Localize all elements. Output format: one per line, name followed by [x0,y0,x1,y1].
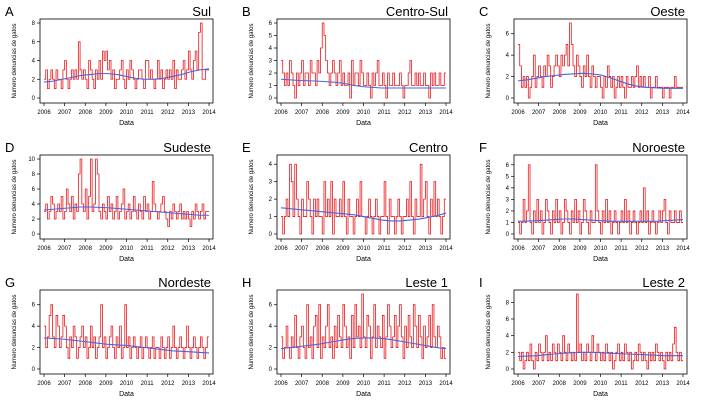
x-tick-label: 2006 [511,246,525,252]
y-tick-label: 5 [268,33,272,40]
x-tick-label: 2009 [336,246,350,252]
panel-f [479,140,690,263]
x-axis-label: Data [356,391,371,398]
x-tick-label: 2012 [635,110,649,116]
panel-letter: B [242,4,251,19]
x-tick-label: 2008 [315,110,329,116]
x-tick-label: 2008 [552,381,566,387]
y-tick-label: 10 [28,157,35,163]
y-tick-label: 0 [268,96,272,102]
y-tick-label: 2 [505,350,509,357]
y-tick-label: 6 [31,302,35,309]
y-axis-label: Numero denuncias de gatos [12,23,18,99]
x-tick-label: 2012 [398,246,412,252]
y-tick-label: 0 [268,367,272,373]
y-axis-label: Numero denuncias de gatos [486,23,492,99]
y-tick-label: 8 [31,21,35,27]
x-axis-label: Data [593,120,608,127]
y-tick-label: 3 [268,179,272,186]
x-axis-label: Data [119,120,134,127]
x-tick-label: 2010 [593,246,608,252]
x-tick-label: 2013 [181,110,196,116]
y-tick-label: 3 [268,58,272,65]
x-tick-label: 2007 [294,110,309,116]
x-tick-label: 2014 [202,110,216,116]
x-tick-label: 2010 [356,246,371,252]
x-tick-label: 2009 [99,246,113,252]
x-tick-label: 2013 [418,246,433,252]
trend-line [281,208,446,221]
panel-letter: E [242,140,251,155]
y-axis-label: Numero denuncias de gatos [12,159,18,235]
y-tick-label: 6 [31,39,35,46]
panel-c [479,4,690,127]
panel-title: Centro [408,140,448,155]
y-tick-label: 1 [505,220,509,227]
y-tick-label: 0 [31,232,35,238]
y-tick-label: 8 [505,300,509,307]
x-tick-label: 2010 [356,381,371,387]
x-tick-label: 2008 [78,110,92,116]
trend-line [518,219,683,221]
x-tick-label: 2014 [676,381,690,387]
x-tick-label: 2012 [398,381,412,387]
y-tick-label: 0 [505,367,509,373]
panel-title: Sudeste [163,140,211,155]
x-tick-label: 2012 [635,381,649,387]
panel-title: Leste 2 [642,275,685,290]
count-series-line [518,165,683,234]
plot-frame [514,19,687,103]
count-series-line [518,23,683,98]
panel-letter: I [479,275,483,290]
x-tick-label: 2011 [140,381,154,387]
x-tick-label: 2007 [531,246,546,252]
x-tick-label: 2011 [614,110,628,116]
y-tick-label: 8 [31,172,35,178]
count-series-line [518,294,683,369]
plot-frame [514,290,687,374]
x-tick-label: 2013 [418,381,433,387]
y-tick-label: 4 [31,58,35,65]
x-tick-label: 2011 [614,381,628,387]
count-series-line [281,164,446,234]
x-tick-label: 2006 [37,110,51,116]
y-tick-label: 4 [268,46,272,52]
x-tick-label: 2013 [181,246,196,252]
x-tick-label: 2011 [140,110,154,116]
count-series-line [44,305,209,359]
y-tick-label: 4 [505,185,509,192]
x-tick-label: 2014 [439,381,453,387]
x-tick-label: 2009 [573,381,587,387]
y-tick-label: 2 [31,217,35,223]
panel-title: Nordeste [158,275,211,290]
x-tick-label: 2010 [119,381,134,387]
x-tick-label: 2013 [655,246,670,252]
x-axis-label: Data [593,256,608,263]
x-axis-label: Data [593,391,608,398]
x-tick-label: 2011 [377,246,391,252]
x-tick-label: 2007 [531,381,546,387]
y-tick-label: 4 [505,333,509,340]
y-axis-label: Numero denuncias de gatos [12,294,18,370]
y-tick-label: 6 [505,31,509,38]
y-tick-label: 4 [505,53,509,60]
y-tick-label: 2 [505,74,509,81]
x-axis-label: Data [356,120,371,127]
x-tick-label: 2010 [356,110,371,116]
y-tick-label: 2 [31,77,35,84]
x-tick-label: 2011 [377,110,391,116]
y-tick-label: 0 [268,232,272,238]
x-tick-label: 2007 [294,381,309,387]
x-tick-label: 2014 [202,246,216,252]
y-tick-label: 6 [505,162,509,169]
y-tick-label: 4 [268,324,272,331]
x-tick-label: 2009 [336,381,350,387]
x-tick-label: 2008 [78,381,92,387]
x-tick-label: 2012 [398,110,412,116]
y-tick-label: 6 [268,302,272,309]
x-tick-label: 2008 [315,246,329,252]
x-tick-label: 2006 [37,381,51,387]
y-tick-label: 2 [31,345,35,352]
x-tick-label: 2012 [161,381,175,387]
x-tick-label: 2012 [161,246,175,252]
x-tick-label: 2013 [181,381,196,387]
x-axis-label: Data [356,256,371,263]
x-tick-label: 2010 [593,110,608,116]
y-axis-label: Numero denuncias de gatos [486,294,492,370]
panel-e [242,140,453,263]
panel-letter: D [5,140,15,155]
x-tick-label: 2013 [655,110,670,116]
x-tick-label: 2008 [552,110,566,116]
y-tick-label: 6 [31,187,35,193]
y-tick-label: 0 [31,367,35,373]
x-tick-label: 2009 [573,246,587,252]
count-series-line [281,294,446,358]
y-axis-label: Numero denuncias de gatos [249,294,255,370]
x-tick-label: 2014 [439,246,453,252]
panel-b [242,4,453,127]
x-tick-label: 2007 [294,246,309,252]
x-tick-label: 2014 [676,110,690,116]
panel-h [242,275,453,398]
x-axis-label: Data [119,391,134,398]
plot-frame [277,155,450,239]
x-tick-label: 2007 [531,110,546,116]
x-tick-label: 2007 [57,246,72,252]
panel-d [5,140,216,263]
x-tick-label: 2011 [377,381,391,387]
panel-letter: G [5,275,16,290]
y-tick-label: 6 [505,317,509,323]
y-axis-label: Numero denuncias de gatos [486,159,492,235]
y-axis-label: Numero denuncias de gatos [249,159,255,235]
panel-a [5,4,216,127]
x-tick-label: 2006 [274,110,288,116]
y-axis-label: Numero denuncias de gatos [249,23,255,99]
x-tick-label: 2006 [37,246,51,252]
x-tick-label: 2006 [511,110,525,116]
y-tick-label: 3 [505,197,509,204]
count-series-line [44,159,209,227]
x-tick-label: 2014 [439,110,453,116]
y-tick-label: 6 [268,21,272,27]
y-tick-label: 4 [31,324,35,331]
panel-title: Noroeste [632,140,685,155]
panel-letter: H [242,275,252,290]
x-tick-label: 2013 [655,381,670,387]
x-axis-label: Data [119,256,134,263]
y-tick-label: 0 [505,232,509,238]
x-tick-label: 2011 [614,246,628,252]
panel-i [479,275,690,398]
y-tick-label: 4 [31,202,35,208]
x-tick-label: 2009 [99,110,113,116]
x-tick-label: 2009 [99,381,113,387]
x-tick-label: 2011 [140,246,154,252]
x-tick-label: 2010 [119,110,134,116]
y-tick-label: 1 [268,83,272,90]
panel-title: Centro-Sul [385,4,448,19]
panel-title: Oeste [650,4,685,19]
x-tick-label: 2006 [274,381,288,387]
y-tick-label: 2 [268,71,272,77]
y-tick-label: 0 [31,96,35,102]
x-tick-label: 2010 [119,246,134,252]
y-tick-label: 2 [505,208,509,215]
panel-g [5,275,216,398]
x-tick-label: 2013 [418,110,433,116]
x-tick-label: 2006 [274,246,288,252]
x-tick-label: 2014 [676,246,690,252]
trend-line [281,338,446,349]
x-tick-label: 2014 [202,381,216,387]
y-tick-label: 2 [268,197,272,204]
panel-title: Sul [192,4,211,19]
x-tick-label: 2007 [57,381,72,387]
x-tick-label: 2008 [552,246,566,252]
panel-letter: C [479,4,489,19]
y-tick-label: 0 [505,96,509,102]
x-tick-label: 2008 [315,381,329,387]
y-tick-label: 4 [268,162,272,169]
y-tick-label: 1 [268,214,272,221]
panel-letter: F [479,140,487,155]
x-tick-label: 2012 [161,110,175,116]
x-tick-label: 2009 [573,110,587,116]
x-tick-label: 2012 [635,246,649,252]
x-tick-label: 2008 [78,246,92,252]
count-series-line [44,23,209,89]
x-tick-label: 2007 [57,110,72,116]
x-tick-label: 2006 [511,381,525,387]
x-tick-label: 2010 [593,381,608,387]
panel-letter: A [5,4,14,19]
y-tick-label: 2 [268,345,272,352]
x-tick-label: 2009 [336,110,350,116]
y-tick-label: 5 [505,174,509,181]
panel-title: Leste 1 [405,275,448,290]
